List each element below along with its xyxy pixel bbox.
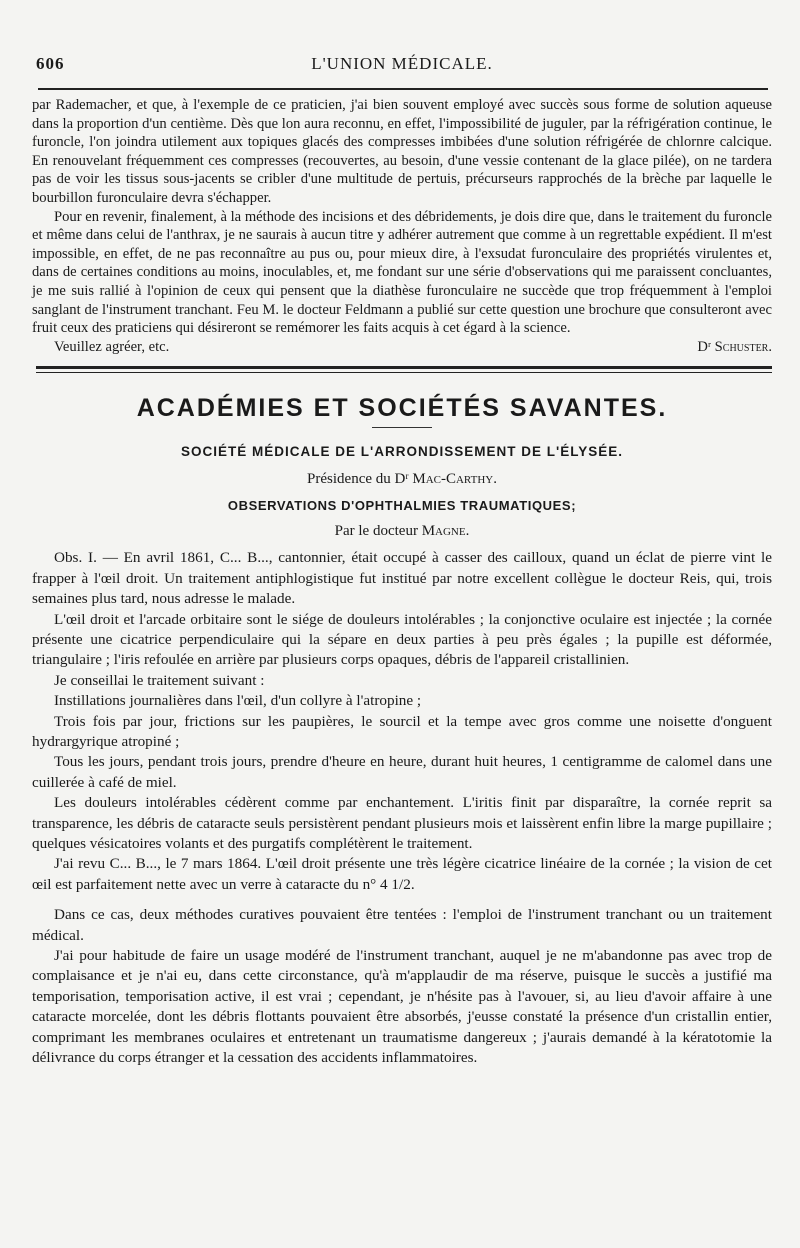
running-head (32, 48, 772, 74)
title-underline (372, 427, 432, 428)
presidency-line (32, 471, 772, 488)
author-line (32, 523, 772, 540)
president-name: Mac-Carthy. (412, 471, 497, 488)
observation-body (32, 548, 772, 1068)
observation-paragraph: Je conseillai le traitement suivant : (54, 671, 265, 689)
page-number: 606 (36, 54, 65, 73)
closing-line (32, 338, 772, 357)
observation-paragraph: Dans ce cas, deux méthodes curatives pouvaient être tentées : l'emploi de l'instrument tranchant ou un traitement médical. (32, 906, 772, 944)
observation-paragraph: J'ai pour habitude de faire un usage modéré de l'instrument tranchant, auquel je ne m'abandonne pas avec trop de complaisance et je n'ai eu, dans cette circonstance, qu'à m'applaudir de ma réserve, puisque le succès a justifié ma temporisation, temporisation active, il est vrai ; cependant, je n'hésite pas à l'avouer, si, au lieu d'avoir affaire à une cataracte morcelée, dont les débris flottants pouvaient être absorbés, j'eusse constaté la présence d'un cristallin entier, comprimant les membranes oculaires et entretenant un traumatisme dangereux ; j'aurais demandé à la kératotomie la délivrance du corps étranger et la cessation des accidents inflammatoires. (32, 947, 772, 1067)
journal-title: L'UNION MÉDICALE. (311, 54, 493, 73)
society-name: SOCIÉTÉ MÉDICALE DE L'ARRONDISSEMENT DE L'ÉLYSÉE. (181, 444, 623, 460)
author-name: Magne. (421, 523, 470, 540)
section-divider (36, 366, 772, 373)
letter-paragraph: Pour en revenir, finalement, à la méthode des incisions et des débridements, je dois dire que, dans le traitement du furoncle et même dans celui de l'anthrax, je ne saurais à aucun titre y adhérer autrement que comme à un regrettable expédient. Il m'est impossible, en effet, de ne pas reconnaître au pus ou, pour mieux dire, à l'exsudat furonculaire des propriétés virulentes et, dans de certaines conditions au moins, inoculables, et, me fondant sur une série d'observations qui me paraissent concluantes, je me suis rallié à l'opinion de ceux qui pensent que la diathèse furonculaire ne succède que trop fréquemment à l'emploi sanglant de l'instrument tranchant. Feu M. le docteur Feldmann a publié sur cette question une brochure que consulteront avec fruit ceux des praticiens qui désireront se remémorer les faits acquis à cet égard à la science. (32, 208, 772, 337)
article-title: OBSERVATIONS D'OPHTHALMIES TRAUMATIQUES; (227, 498, 577, 514)
letter-paragraph: par Rademacher, et que, à l'exemple de ce praticien, j'ai bien souvent employé avec succès sous forme de solution aqueuse dans la proportion d'un centième. Dès que lon aura reconnu, en effet, l'impossibilité de juguler, par la réfrigération continue, le furoncle, l'on joindra utilement aux topiques glacés des compresses imbibées d'une solution réfrigérée de chlornre calcique. En renouvelant fréquemment ces compresses (recouvertes, au besoin, d'une vessie contenant de la glace pilée), on ne tardera pas de voir les tissus sous-jacents se cribler d'une multitude de pertuis, précurseurs rapprochés de la brèche par laquelle le bourbillon furonculaire devra s'échapper. (32, 97, 772, 206)
observation-paragraph: Les douleurs intolérables cédèrent comme par enchantement. L'iritis finit par disparaître, la cornée reprit sa transparence, les débris de cataracte seuls persistèrent pendant plusieurs mois et laissèrent enfin libre la marge pupillaire ; quelques vésicatoires volants et des purgatifs complétèrent le traitement. (32, 794, 772, 852)
signature: Dʳ Schuster. (697, 338, 772, 355)
closing-formula: Veuillez agréer, etc. (54, 338, 170, 355)
observation-paragraph: J'ai revu C... B..., le 7 mars 1864. L'œil droit présente une très légère cicatrice linéaire de la cornée ; la vision de cet œil est parfaitement nette avec un verre à cataracte du n° 4 1/2. (32, 855, 772, 893)
author-prefix: Par le docteur (334, 523, 418, 540)
observation-paragraph: Tous les jours, pendant trois jours, prendre d'heure en heure, durant huit heures, 1 centigramme de calomel dans une cuillerée à café de miel. (32, 753, 772, 791)
letter-body (32, 96, 772, 356)
observation-paragraph: Obs. I. — En avril 1861, C... B..., cantonnier, était occupé à casser des cailloux, quand un éclat de pierre vint le frapper à l'œil droit. Un traitement antiphlogistique fut institué par notre excellent collègue le docteur Reis, qui, trois semaines plus tard, nous adresse le malade. (32, 549, 772, 608)
observation-paragraph: Trois fois par jour, frictions sur les paupières, le sourcil et la tempe avec gros comme une noisette d'onguent hydrargyrique atropiné ; (32, 712, 772, 750)
presidency-prefix: Présidence du Dʳ (307, 471, 409, 488)
header-rule (38, 88, 768, 90)
section-title: ACADÉMIES ET SOCIÉTÉS SAVANTES. (136, 394, 668, 423)
observation-paragraph: Instillations journalières dans l'œil, d'un collyre à l'atropine ; (54, 692, 422, 710)
observation-paragraph: L'œil droit et l'arcade orbitaire sont le siége de douleurs intolérables ; la conjonctive oculaire est injectée ; la cornée présente une cicatrice perpendiculaire qui la sépare en deux parties à peu près égales ; la pupille est déformée, triangulaire ; l'iris refoulée en arrière par plusieurs corps opaques, débris de l'appareil cristallinien. (32, 610, 772, 669)
